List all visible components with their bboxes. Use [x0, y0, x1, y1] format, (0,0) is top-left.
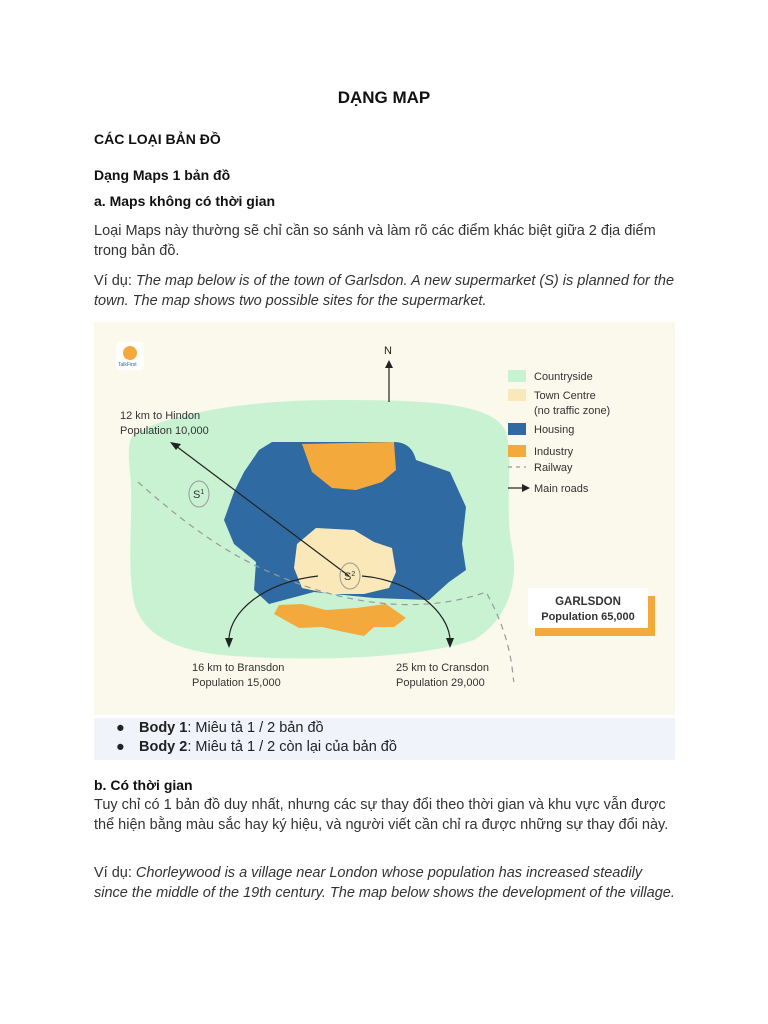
section-heading: CÁC LOẠI BẢN ĐỒ [94, 131, 221, 147]
north-label: N [384, 345, 392, 357]
example-b [94, 864, 679, 903]
bullet-dot: ● [116, 739, 125, 755]
legend-housing: Housing [534, 424, 575, 436]
site-s2-label: $S^2$ [344, 571, 356, 583]
town-name: GARLSDON [555, 596, 621, 608]
bransdon-distance: 16 km to Bransdon [192, 662, 285, 674]
body-bullet-list [94, 718, 675, 760]
example-a-label: Ví dụ: [94, 273, 136, 289]
garlsdon-map [94, 322, 675, 715]
legend-industry: Industry [534, 446, 574, 458]
site-s1-label: $S^1$ [193, 489, 205, 501]
hindon-distance: 12 km to Hindon [120, 410, 201, 422]
subheading-b: b. Có thời gian [94, 777, 193, 793]
legend-swatch-industry [508, 445, 526, 457]
map-illustration [94, 322, 675, 715]
legend-swatch-housing [508, 423, 526, 435]
subheading-a: a. Maps không có thời gian [94, 193, 276, 209]
page-title: DẠNG MAP [337, 88, 431, 107]
town-population: Population 65,000 [541, 611, 635, 623]
legend-railway: Railway [534, 462, 573, 474]
bullet-bold: Body 1 [139, 720, 188, 736]
example-a-text: The map below is of the town of Garlsdon. A new supermarket (S) is planned for the town. The map shows two possible sites for the supermarket. [94, 273, 675, 309]
example-a [94, 272, 679, 311]
talkfirst-logo-text: TalkFirst [118, 362, 137, 368]
example-b-text: Chorleywood is a village near London whose population has increased steadily since the middle of the 19th century. The map below shows the development of the village. [94, 865, 675, 901]
bullet-dot: ● [116, 720, 125, 736]
north-arrowhead [385, 360, 393, 368]
paragraph-b: Tuy chỉ có 1 bản đồ duy nhất, nhưng các sự thay đổi theo thời gian và khu vực vẫn được thể hiện bằng màu sắc hay ký hiệu, và người viết cần chỉ ra được những sự thay đổi này. [94, 797, 669, 833]
subheading-single-map: Dạng Maps 1 bản đồ [94, 167, 231, 183]
bransdon-population: Population 15,000 [192, 677, 281, 689]
cransdon-population: Population 29,000 [396, 677, 485, 689]
example-b-label: Ví dụ: [94, 865, 136, 881]
bullet-text: : Miêu tả 1 / 2 còn lại của bản đồ [187, 739, 397, 755]
bullet-bold: Body 2 [139, 739, 188, 755]
talkfirst-logo-icon [123, 346, 137, 360]
legend-town-centre: Town Centre [534, 390, 596, 402]
legend-main-roads: Main roads [534, 483, 589, 495]
hindon-population: Population 10,000 [120, 425, 209, 437]
legend-swatch-town-centre [508, 389, 526, 401]
legend-road-arrowhead [522, 484, 530, 492]
legend-no-traffic: (no traffic zone) [534, 405, 611, 417]
legend-countryside: Countryside [534, 371, 593, 383]
legend-swatch-countryside [508, 370, 526, 382]
paragraph-a: Loại Maps này thường sẽ chỉ cần so sánh và làm rõ các điểm khác biệt giữa 2 địa điểm trong bản đồ. [94, 223, 656, 259]
bullet-text: : Miêu tả 1 / 2 bản đồ [187, 720, 324, 736]
cransdon-distance: 25 km to Cransdon [396, 662, 489, 674]
